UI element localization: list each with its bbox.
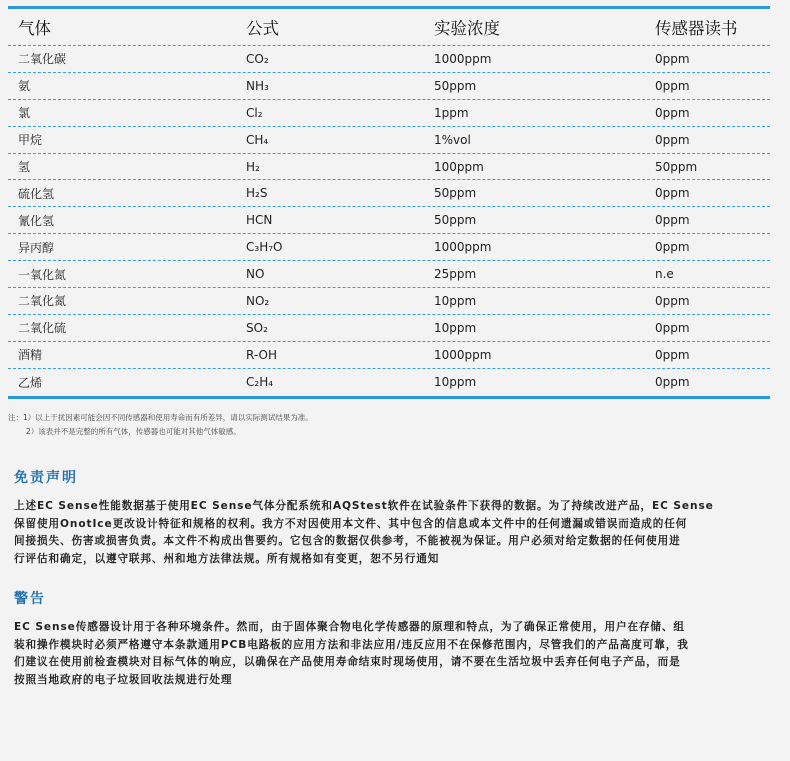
warning-line: 按照当地政府的电子垃圾回收法规进行处理 — [14, 673, 233, 686]
cell-concentration: 1000ppm — [434, 240, 492, 255]
table-row — [8, 46, 770, 73]
cell-gas: 硫化氢 — [18, 186, 55, 201]
cell-gas: 乙烯 — [18, 375, 43, 390]
cell-formula: Cl₂ — [246, 105, 263, 120]
table-row — [8, 73, 770, 100]
cell-formula: C₂H₄ — [246, 375, 274, 390]
cell-reading: 0ppm — [655, 105, 690, 120]
cell-reading: 0ppm — [655, 347, 690, 362]
table-row — [8, 369, 770, 396]
table-header-row — [8, 9, 770, 46]
table-row — [8, 180, 770, 207]
cell-formula: H₂S — [246, 186, 268, 201]
header-gas: 气体 — [18, 19, 51, 38]
cell-reading: 0ppm — [655, 320, 690, 335]
cell-concentration: 100ppm — [434, 159, 484, 174]
header-sensor-reading: 传感器读书 — [655, 19, 738, 38]
table-row — [8, 127, 770, 154]
header-test-concentration: 实验浓度 — [434, 19, 500, 38]
cell-concentration: 10ppm — [434, 293, 477, 308]
cell-reading: 0ppm — [655, 375, 690, 390]
cell-gas: 氢 — [18, 160, 31, 174]
cell-concentration: 50ppm — [434, 186, 477, 201]
cell-formula: NO — [246, 267, 265, 282]
cell-gas: 酒精 — [18, 348, 43, 363]
note-2: 2）该表并不是完整的所有气体，传感器也可能对其他气体敏感。 — [26, 427, 241, 436]
cell-reading: 0ppm — [655, 78, 690, 93]
table-row — [8, 315, 770, 342]
cell-gas: 氯 — [18, 106, 31, 121]
cell-formula: CH₄ — [246, 132, 269, 147]
cell-formula: CO₂ — [246, 51, 269, 66]
warning-line: 们建议在使用前检查模块对目标气体的响应，以确保在产品使用寿命结束时现场使用，请不要在生活垃圾中丢弃任何电子产品，而是 — [14, 656, 681, 668]
cell-reading: 0ppm — [655, 132, 690, 147]
table-notes — [8, 411, 313, 439]
cell-gas: 氰化氢 — [18, 213, 55, 228]
table-row — [8, 288, 770, 315]
cell-gas: 氨 — [18, 79, 31, 94]
cell-gas: 二氧化碳 — [18, 52, 67, 67]
cell-concentration: 10ppm — [434, 375, 477, 390]
cell-reading: n.e — [655, 267, 674, 282]
table-row — [8, 261, 770, 288]
cell-formula: NH₃ — [246, 78, 269, 93]
warning-line: EC Sense传感器设计用于各种环境条件。然而，由于固体聚合物电化学传感器的原理和特点，为了确保正常使用，用户在存储、组 — [14, 621, 685, 633]
cell-formula: R-OH — [246, 347, 277, 362]
cell-gas: 异丙醇 — [18, 240, 55, 255]
table-body — [8, 46, 770, 396]
cell-gas: 二氧化硫 — [18, 321, 67, 336]
disclaimer-line: 保留使用OnotIce更改设计特征和规格的权利。我方不对因使用本文件、其中包含的信息或本文件中的任何遗漏或错误而造成的任何 — [14, 517, 688, 530]
disclaimer-text — [14, 498, 770, 568]
cell-reading: 0ppm — [655, 51, 690, 66]
disclaimer-line: 间接损失、伤害或损害负责。本文件不构成出售要约。它包含的数据仅供参考，不能被视为保证。用户必须对给定数据的任何使用进 — [14, 535, 681, 547]
table-row — [8, 154, 770, 181]
warning-line: 装和操作模块时必须严格遵守本条款通用PCB电路板的应用方法和非法应用/违反应用不在保修范围内，尽管我们的产品高度可靠，我 — [14, 638, 689, 651]
cell-reading: 0ppm — [655, 293, 690, 308]
warning-title: 警告 — [14, 591, 46, 607]
cell-formula: H₂ — [246, 159, 260, 174]
cell-concentration: 25ppm — [434, 267, 477, 282]
disclaimer-line: 行评估和确定，以遵守联邦、州和地方法律法规。所有规格如有变更，恕不另行通知 — [14, 552, 440, 565]
table-row — [8, 100, 770, 127]
cell-formula: HCN — [246, 213, 273, 228]
cell-reading: 50ppm — [655, 159, 698, 174]
cell-formula: NO₂ — [246, 293, 270, 308]
table-row — [8, 234, 770, 261]
note-1: 注：1）以上干扰因素可能会因不同传感器和使用寿命而有所差异，请以实际测试结果为准。 — [8, 413, 313, 422]
cell-concentration: 50ppm — [434, 78, 477, 93]
cell-concentration: 1000ppm — [434, 51, 492, 66]
table-row — [8, 342, 770, 369]
header-formula: 公式 — [246, 19, 279, 38]
disclaimer-title: 免责声明 — [14, 470, 78, 486]
cell-concentration: 10ppm — [434, 320, 477, 335]
cell-formula: SO₂ — [246, 320, 268, 335]
cell-gas: 甲烷 — [18, 133, 43, 148]
warning-text — [14, 619, 770, 689]
cell-gas: 二氧化氮 — [18, 294, 67, 309]
table-bottom-rule — [8, 396, 770, 399]
cell-reading: 0ppm — [655, 240, 690, 255]
cell-formula: C₃H₇O — [246, 240, 283, 255]
cell-concentration: 1%vol — [434, 132, 471, 147]
table-row — [8, 207, 770, 234]
cell-concentration: 50ppm — [434, 213, 477, 228]
disclaimer-line: 上述EC Sense性能数据基于使用EC Sense气体分配系统和AQStest软件在试验条件下获得的数据。为了持续改进产品，EC Sense — [14, 500, 714, 512]
cell-reading: 0ppm — [655, 186, 690, 201]
cell-reading: 0ppm — [655, 213, 690, 228]
cell-gas: 一氧化氮 — [18, 267, 67, 282]
gas-interference-table — [8, 6, 770, 399]
cell-concentration: 1ppm — [434, 105, 469, 120]
cell-concentration: 1000ppm — [434, 347, 492, 362]
